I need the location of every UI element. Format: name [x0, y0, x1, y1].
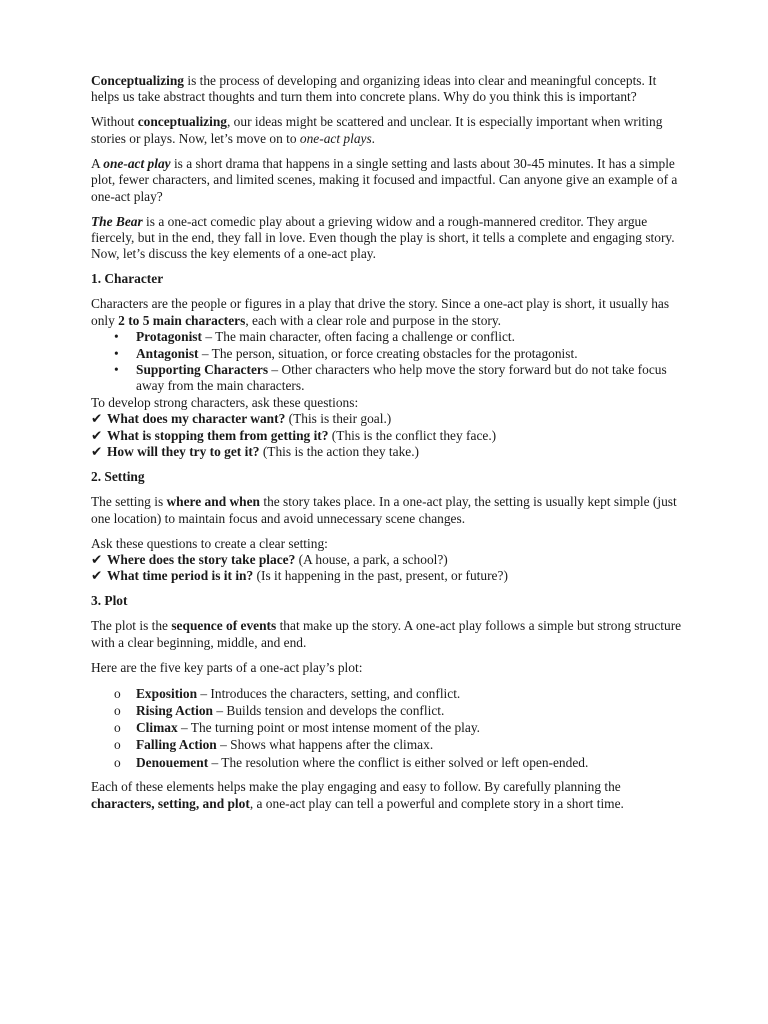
list-item [91, 346, 683, 362]
list-item-term: Exposition [136, 685, 198, 701]
plot-paragraph [91, 618, 683, 651]
bold-main-characters: 2 to 5 main characters [118, 312, 246, 328]
body-text: the story takes place. In a one-act play, the setting is usually kept simple (just one location) to maintain focus and avoid unnecessary scene changes. [91, 494, 677, 526]
list-item [91, 362, 683, 395]
check-mark-icon: ✔ [91, 444, 103, 460]
check-item-note: (This is their goal.) [285, 411, 392, 427]
character-types-list [91, 329, 683, 395]
list-item-term: Supporting Characters [136, 362, 269, 378]
check-mark-icon: ✔ [91, 568, 103, 584]
intro-paragraph-conceptualizing [91, 73, 683, 106]
conclusion-paragraph [91, 779, 683, 812]
body-text: Characters are the people or figures in a play that drive the story. Since a one-act play is short, it usually has only [91, 296, 670, 328]
term-the-bear: The Bear [91, 213, 143, 229]
list-item-text: – Other characters who help move the story forward but do not take focus away from the main characters. [136, 362, 667, 394]
intro-text: is a one-act comedic play about a grieving widow and a rough-mannered creditor. They argue fiercely, but in the end, they fall in love. Even though the play is short, it tells a complete and engaging story. Now, let’s discuss the key elements of a one-act play. [91, 213, 675, 262]
circle-marker: o [114, 685, 121, 701]
term-one-act-plays: one-act plays [299, 130, 372, 146]
body-text: Each of these elements helps make the play engaging and easy to follow. By carefully planning the [91, 779, 621, 795]
circle-marker: o [114, 702, 121, 718]
character-paragraph [91, 296, 683, 329]
body-text: that make up the story. A one-act play follows a simple but strong structure with a clear beginning, middle, and end. [91, 618, 682, 650]
check-item-question: Where does the story take place? [107, 551, 296, 567]
list-item [91, 329, 683, 345]
check-item-note: (A house, a park, a school?) [295, 551, 448, 567]
body-text: The plot is the [91, 618, 172, 634]
intro-text: A [91, 155, 104, 171]
check-item [91, 444, 683, 460]
check-item-note: (This is the action they take.) [259, 444, 420, 460]
list-item-text: – The turning point or most intense moment of the play. [177, 720, 481, 736]
list-item-term: Protagonist [136, 329, 202, 345]
heading-plot: 3. Plot [91, 593, 128, 609]
intro-paragraph-one-act-play [91, 156, 683, 205]
check-mark-icon: ✔ [91, 427, 103, 443]
bullet-marker: • [114, 345, 119, 361]
body-text: , a one-act play can tell a powerful and complete story in a short time. [249, 795, 624, 811]
check-item-question: What time period is it in? [107, 568, 254, 584]
list-item-text: – Introduces the characters, setting, and conflict. [197, 685, 461, 701]
body-text: , each with a clear role and purpose in the story. [245, 312, 502, 328]
bold-sequence-of-events: sequence of events [171, 618, 277, 634]
list-item [91, 754, 683, 771]
list-item-text: – The person, situation, or force creating obstacles for the protagonist. [198, 345, 578, 361]
character-questions-intro: To develop strong characters, ask these questions: [91, 394, 359, 410]
bullet-marker: • [114, 329, 119, 345]
check-item-note: (This is the conflict they face.) [328, 427, 497, 443]
check-item [91, 568, 683, 584]
list-item-text: – The main character, often facing a challenge or conflict. [201, 329, 515, 345]
term-conceptualizing: Conceptualizing [91, 73, 184, 88]
bold-where-and-when: where and when [166, 494, 260, 510]
body-text: The setting is [91, 494, 167, 510]
intro-text: Without [91, 114, 138, 130]
bullet-marker: • [114, 362, 119, 378]
check-mark-icon: ✔ [91, 411, 103, 427]
check-item [91, 411, 683, 427]
check-item-note: (Is it happening in the past, present, or future?) [253, 568, 508, 584]
check-item [91, 428, 683, 444]
list-item-term: Antagonist [136, 345, 199, 361]
circle-marker: o [114, 754, 121, 770]
circle-marker: o [114, 720, 121, 736]
list-item-text: – Builds tension and develops the conflict. [213, 702, 445, 718]
intro-paragraph-the-bear [91, 214, 683, 263]
list-item-text: – The resolution where the conflict is either solved or left open-ended. [208, 754, 589, 770]
term-conceptualizing-bold: conceptualizing [137, 114, 227, 130]
bold-characters-setting-plot: characters, setting, and plot [91, 795, 250, 811]
setting-paragraph [91, 494, 683, 527]
list-item-term: Falling Action [136, 737, 217, 753]
check-item [91, 552, 683, 568]
heading-setting: 2. Setting [91, 469, 145, 485]
intro-text: . [371, 130, 376, 146]
list-item-term: Climax [136, 720, 178, 736]
list-item [91, 685, 683, 702]
check-item-question: What is stopping them from getting it? [107, 427, 329, 443]
check-item-question: How will they try to get it? [107, 444, 260, 460]
intro-paragraph-without [91, 114, 683, 147]
list-item [91, 702, 683, 719]
list-item [91, 719, 683, 736]
circle-marker: o [114, 737, 121, 753]
intro-text: is the process of developing and organizing ideas into clear and meaningful concepts. It helps us take abstract thoughts and turn them into concrete plans. Why do you think this is important? [91, 73, 657, 105]
list-item-text: – Shows what happens after the climax. [216, 737, 434, 753]
plot-parts-list [91, 685, 683, 771]
heading-character: 1. Character [91, 271, 164, 287]
list-item [91, 736, 683, 753]
list-item-term: Denouement [136, 754, 209, 770]
document-page [91, 73, 683, 821]
intro-text: is a short drama that happens in a single setting and lasts about 30-45 minutes. It has a simple plot, fewer characters, and limited scenes, making it focused and impactful. Can anyone give an example of a one-act play? [91, 155, 678, 204]
intro-text: , our ideas might be scattered and unclear. It is especially important when writing stories or plays. Now, let’s move on to [91, 114, 663, 146]
term-one-act-play: one-act play [103, 155, 171, 171]
setting-questions-intro: Ask these questions to create a clear setting: [91, 535, 328, 551]
check-mark-icon: ✔ [91, 551, 103, 567]
list-item-term: Rising Action [136, 702, 214, 718]
check-item-question: What does my character want? [107, 411, 286, 427]
plot-parts-intro: Here are the five key parts of a one-act play’s plot: [91, 659, 363, 675]
